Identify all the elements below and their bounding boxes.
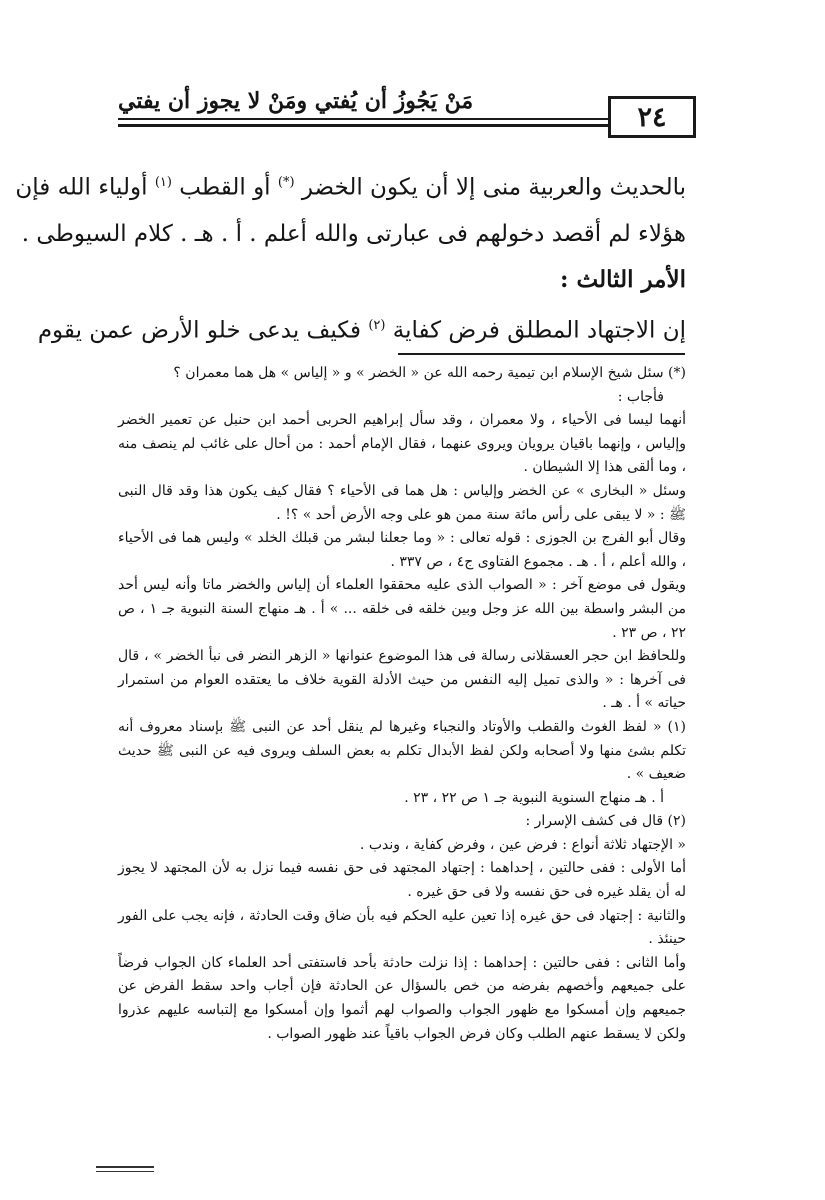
page-header bbox=[118, 78, 696, 144]
footnote-marker: (*) bbox=[277, 175, 295, 190]
footnote-paragraph: وسئل « البخارى » عن الخضر وإلياس : هل هما فى الأحياء ؟ فقال كيف يكون هذا وقد قال النبى ﷺ : « لا يبقى على رأس مائة سنة ممن هو على وجه الأرض أحد » ؟! . bbox=[118, 482, 686, 523]
footnote-paragraph: (١) « لفظ الغوث والقطب والأوتاد والنجباء وغيرها لم ينقل أحد عن النبى ﷺ بإسناد معروف أنه تكلم بشئ منها ولا أصحابه ولكن لفظ الأبدال تكلم به بعض السلف ويروى فيه عن النبى ﷺ حديث ضعيف » . bbox=[118, 718, 686, 783]
section-heading: الأمر الثالث : bbox=[560, 265, 686, 293]
text-segment: بالحديث والعربية منى إلا أن يكون الخضر bbox=[301, 174, 686, 201]
footnote-paragraph: فأجاب : bbox=[617, 388, 664, 405]
footnote-paragraph: أنهما ليسا فى الأحياء ، ولا معمران ، وقد سأل إبراهيم الحربى أحمد ابن حنبل عن تعمير الخضر وإلياس ، وإنهما باقيان يرويان ويروى عنهما ، فقال الإمام أحمد : من أحال على غائب لم ينصف منه ، وما ألقى هذا إلا الشيطان . bbox=[118, 412, 686, 476]
footnotes bbox=[118, 362, 686, 1046]
footnote-paragraph: أما الأولى : ففى حالتين ، إحداهما : إجتهاد المجتهد فى حق نفسه فيما نزل به لأن المجتهد لا يجوز له أن يقلد غيره فى حق نفسه ولا فى حق غيره . bbox=[118, 860, 686, 901]
text-segment: أولياء الله فإن bbox=[15, 174, 148, 201]
footnote-paragraph: ويقول فى موضع آخر : « الصواب الذى عليه محققوا العلماء أن إلياس والخضر ماتا وأنه ليس أحد من البشر واسطة بين الله عز وجل وبين خلقه فى خلقه ... » أ . هـ منهاج السنة النبوية جـ ١ ، ص ٢٢ ، ص ٢٣ . bbox=[118, 577, 686, 641]
footnote-paragraph: وقال أبو الفرج بن الجوزى : قوله تعالى : « وما جعلنا لبشر من قبلك الخلد » وليس هما فى الأحياء ، والله أعلم ، أ . هـ . مجموع الفتاوى ج٤ ، ص ٣٣٧ . bbox=[118, 530, 686, 570]
footnote-paragraph: أ . هـ منهاج السنوية النبوية جـ ١ ص ٢٢ ، ٢٣ . bbox=[404, 789, 664, 806]
header-rule bbox=[118, 118, 610, 120]
continuation-rule bbox=[96, 1166, 154, 1168]
continuation-rule bbox=[96, 1171, 154, 1172]
text-segment: أو القطب bbox=[179, 174, 271, 201]
body-line: هؤلاء لم أقصد دخولهم فى عبارتى والله أعلم . أ . هـ . كلام السيوطى . bbox=[21, 220, 686, 247]
footnote-paragraph: « الإجتهاد ثلاثة أنواع : فرض عين ، وفرض كفاية ، وندب . bbox=[359, 836, 686, 853]
footnote-paragraph: (*) سئل شيخ الإسلام ابن تيمية رحمه الله عن « الخضر » و « إلياس » هل هما معمران ؟ bbox=[173, 365, 686, 381]
body-line bbox=[37, 303, 686, 354]
text-segment: فكيف يدعى خلو الأرض عمن يقوم bbox=[37, 317, 362, 344]
footnote-paragraph: وللحافظ ابن حجر العسقلانى رسالة فى هذا الموضوع عنوانها « الزهر النضر فى نبأ الخضر » ، قال فى آخرها : « والذى تميل إليه النفس من حيث الأدلة القوية خلاف ما يعتقده العوام من استمرار حياته » أ . هـ . bbox=[118, 648, 686, 712]
footnote-marker: (١) bbox=[154, 175, 172, 190]
page-number: ٢٤ bbox=[637, 101, 667, 133]
footnote-paragraph: وأما الثانى : ففى حالتين : إحداهما : إذا نزلت حادثة بأحد فاستفتى أحد العلماء كان الجواب فرضاً على جميعهم وأخصهم بفرضه من خص بالسؤال عن الحادثة فإن أجاب واحد سقط الفرض عن جميعهم وإن أمسكوا مع ظهور الجواب والصواب لهم أثموا وإن أمسكوا مع إلتباسه عليهم عذروا ولكن لا يسقط عنهم الطلب وكان فرض الجواب باقياً عند ظهور الصواب . bbox=[118, 954, 686, 1042]
footnote-marker: (٢) bbox=[368, 317, 386, 333]
footnote-divider bbox=[398, 353, 685, 355]
footnote-paragraph: والثانية : إجتهاد فى حق غيره إذا تعين عليه الحكم فيه بأن ضاق وقت الحادثة ، فإنه يجب على الفور حينئذ . bbox=[118, 907, 686, 948]
text-segment: إن الاجتهاد المطلق فرض كفاية bbox=[392, 317, 686, 344]
body-line bbox=[15, 160, 686, 211]
header-rule bbox=[118, 124, 610, 127]
main-text bbox=[15, 160, 686, 353]
footnote-paragraph: (٢) قال فى كشف الإسرار : bbox=[525, 813, 686, 830]
running-title: مَنْ يَجُوزُ أن يُفتي ومَنْ لا يجوز أن يفتي bbox=[118, 88, 474, 114]
page-number-box bbox=[608, 96, 696, 138]
